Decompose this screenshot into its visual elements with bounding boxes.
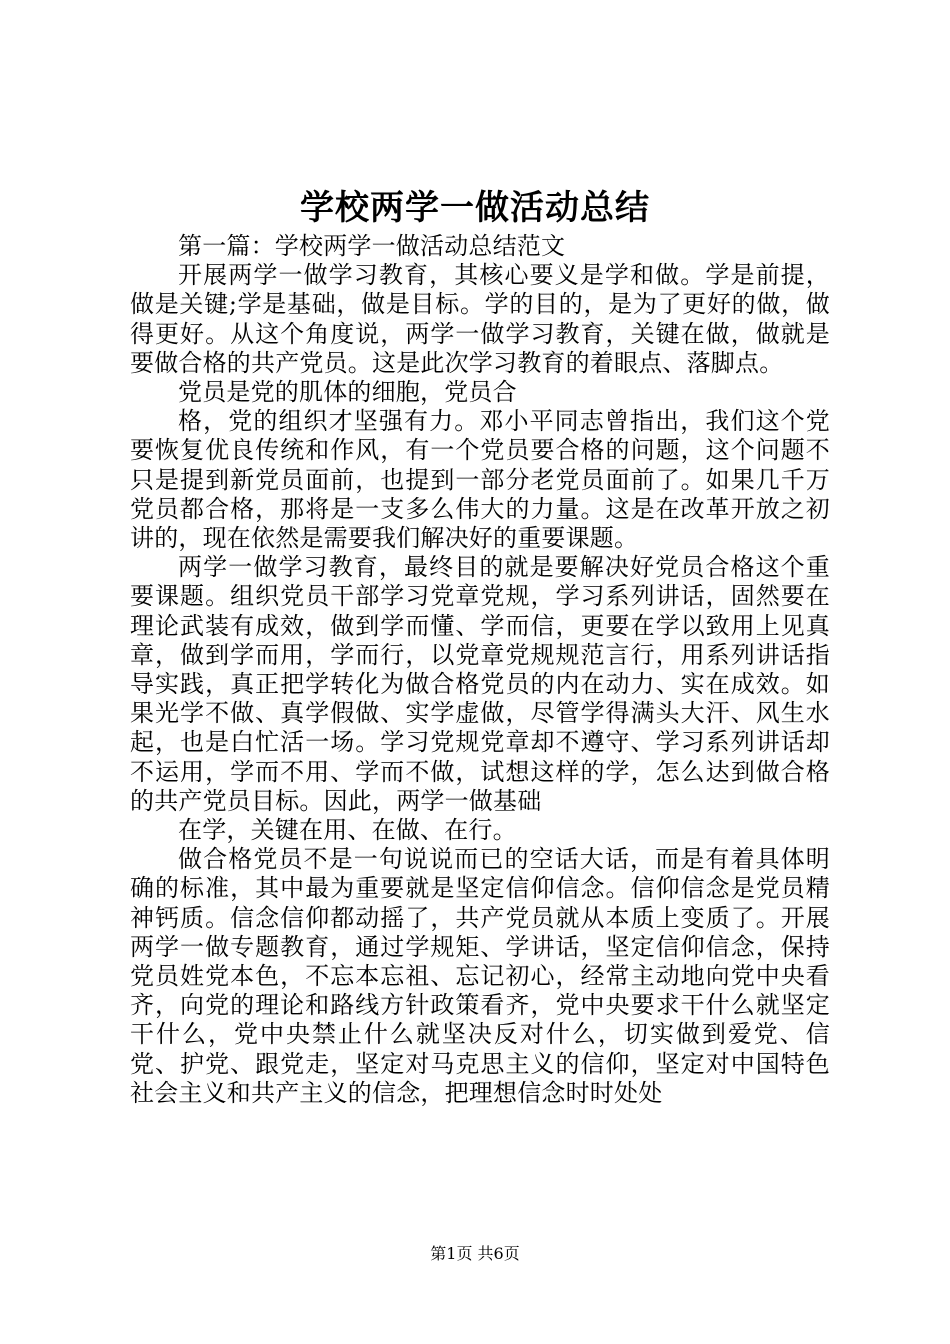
paragraph: 在学，关键在用、在做、在行。: [178, 816, 517, 845]
page-footer: 第1页 共6页: [430, 1244, 520, 1263]
paragraph: 两学一做学习教育，最终目的就是要解决好党员合格这个重要课题。组织党员干部学习党章党规，学习系列讲话，固然要在理论武装有成效，做到学而懂、学而信，更要在学以致用上见真章，做到学而用，学而行，以党章党规规范言行，用系列讲话指导实践，真正把学转化为做合格党员的内在动力、实在成效。如果光学不做、真学假做、实学虚做，尽管学得满头大汗、风生水起，也是白忙活一场。学习党规党章却不遵守、学习系列讲话却不运用，学而不用、学而不做，试想这样的学，怎么达到做合格的共产党员目标。因此，两学一做基础: [130, 553, 830, 815]
document-body: [130, 232, 830, 1108]
paragraph: 做合格党员不是一句说说而已的空话大话，而是有着具体明确的标准，其中最为重要就是坚定信仰信念。信仰信念是党员精神钙质。信念信仰都动摇了，共产党员就从本质上变质了。开展两学一做专题教育，通过学规矩、学讲话，坚定信仰信念，保持党员姓党本色，不忘本忘祖、忘记初心，经常主动地向党中央看齐，向党的理论和路线方针政策看齐，党中央要求干什么就坚定干什么，党中央禁止什么就坚决反对什么，切实做到爱党、信党、护党、跟党走，坚定对马克思主义的信仰，坚定对中国特色社会主义和共产主义的信念，把理想信念时时处处: [130, 845, 830, 1107]
paragraph: 党员是党的肌体的细胞，党员合: [178, 378, 517, 407]
paragraph: 开展两学一做学习教育，其核心要义是学和做。学是前提，做是关键;学是基础，做是目标。学的目的，是为了更好的做，做得更好。从这个角度说，两学一做学习教育，关键在做，做就是要做合格的共产党员。这是此次学习教育的着眼点、落脚点。: [130, 261, 830, 377]
document-title: 学校两学一做活动总结: [300, 188, 650, 228]
paragraph: 格，党的组织才坚强有力。邓小平同志曾指出，我们这个党要恢复优良传统和作风，有一个党员要合格的问题，这个问题不只是提到新党员面前，也提到一部分老党员面前了。如果几千万党员都合格，那将是一支多么伟大的力量。这是在改革开放之初讲的，现在依然是需要我们解决好的重要课题。: [130, 407, 830, 553]
paragraph: 第一篇：学校两学一做活动总结范文: [178, 232, 566, 260]
